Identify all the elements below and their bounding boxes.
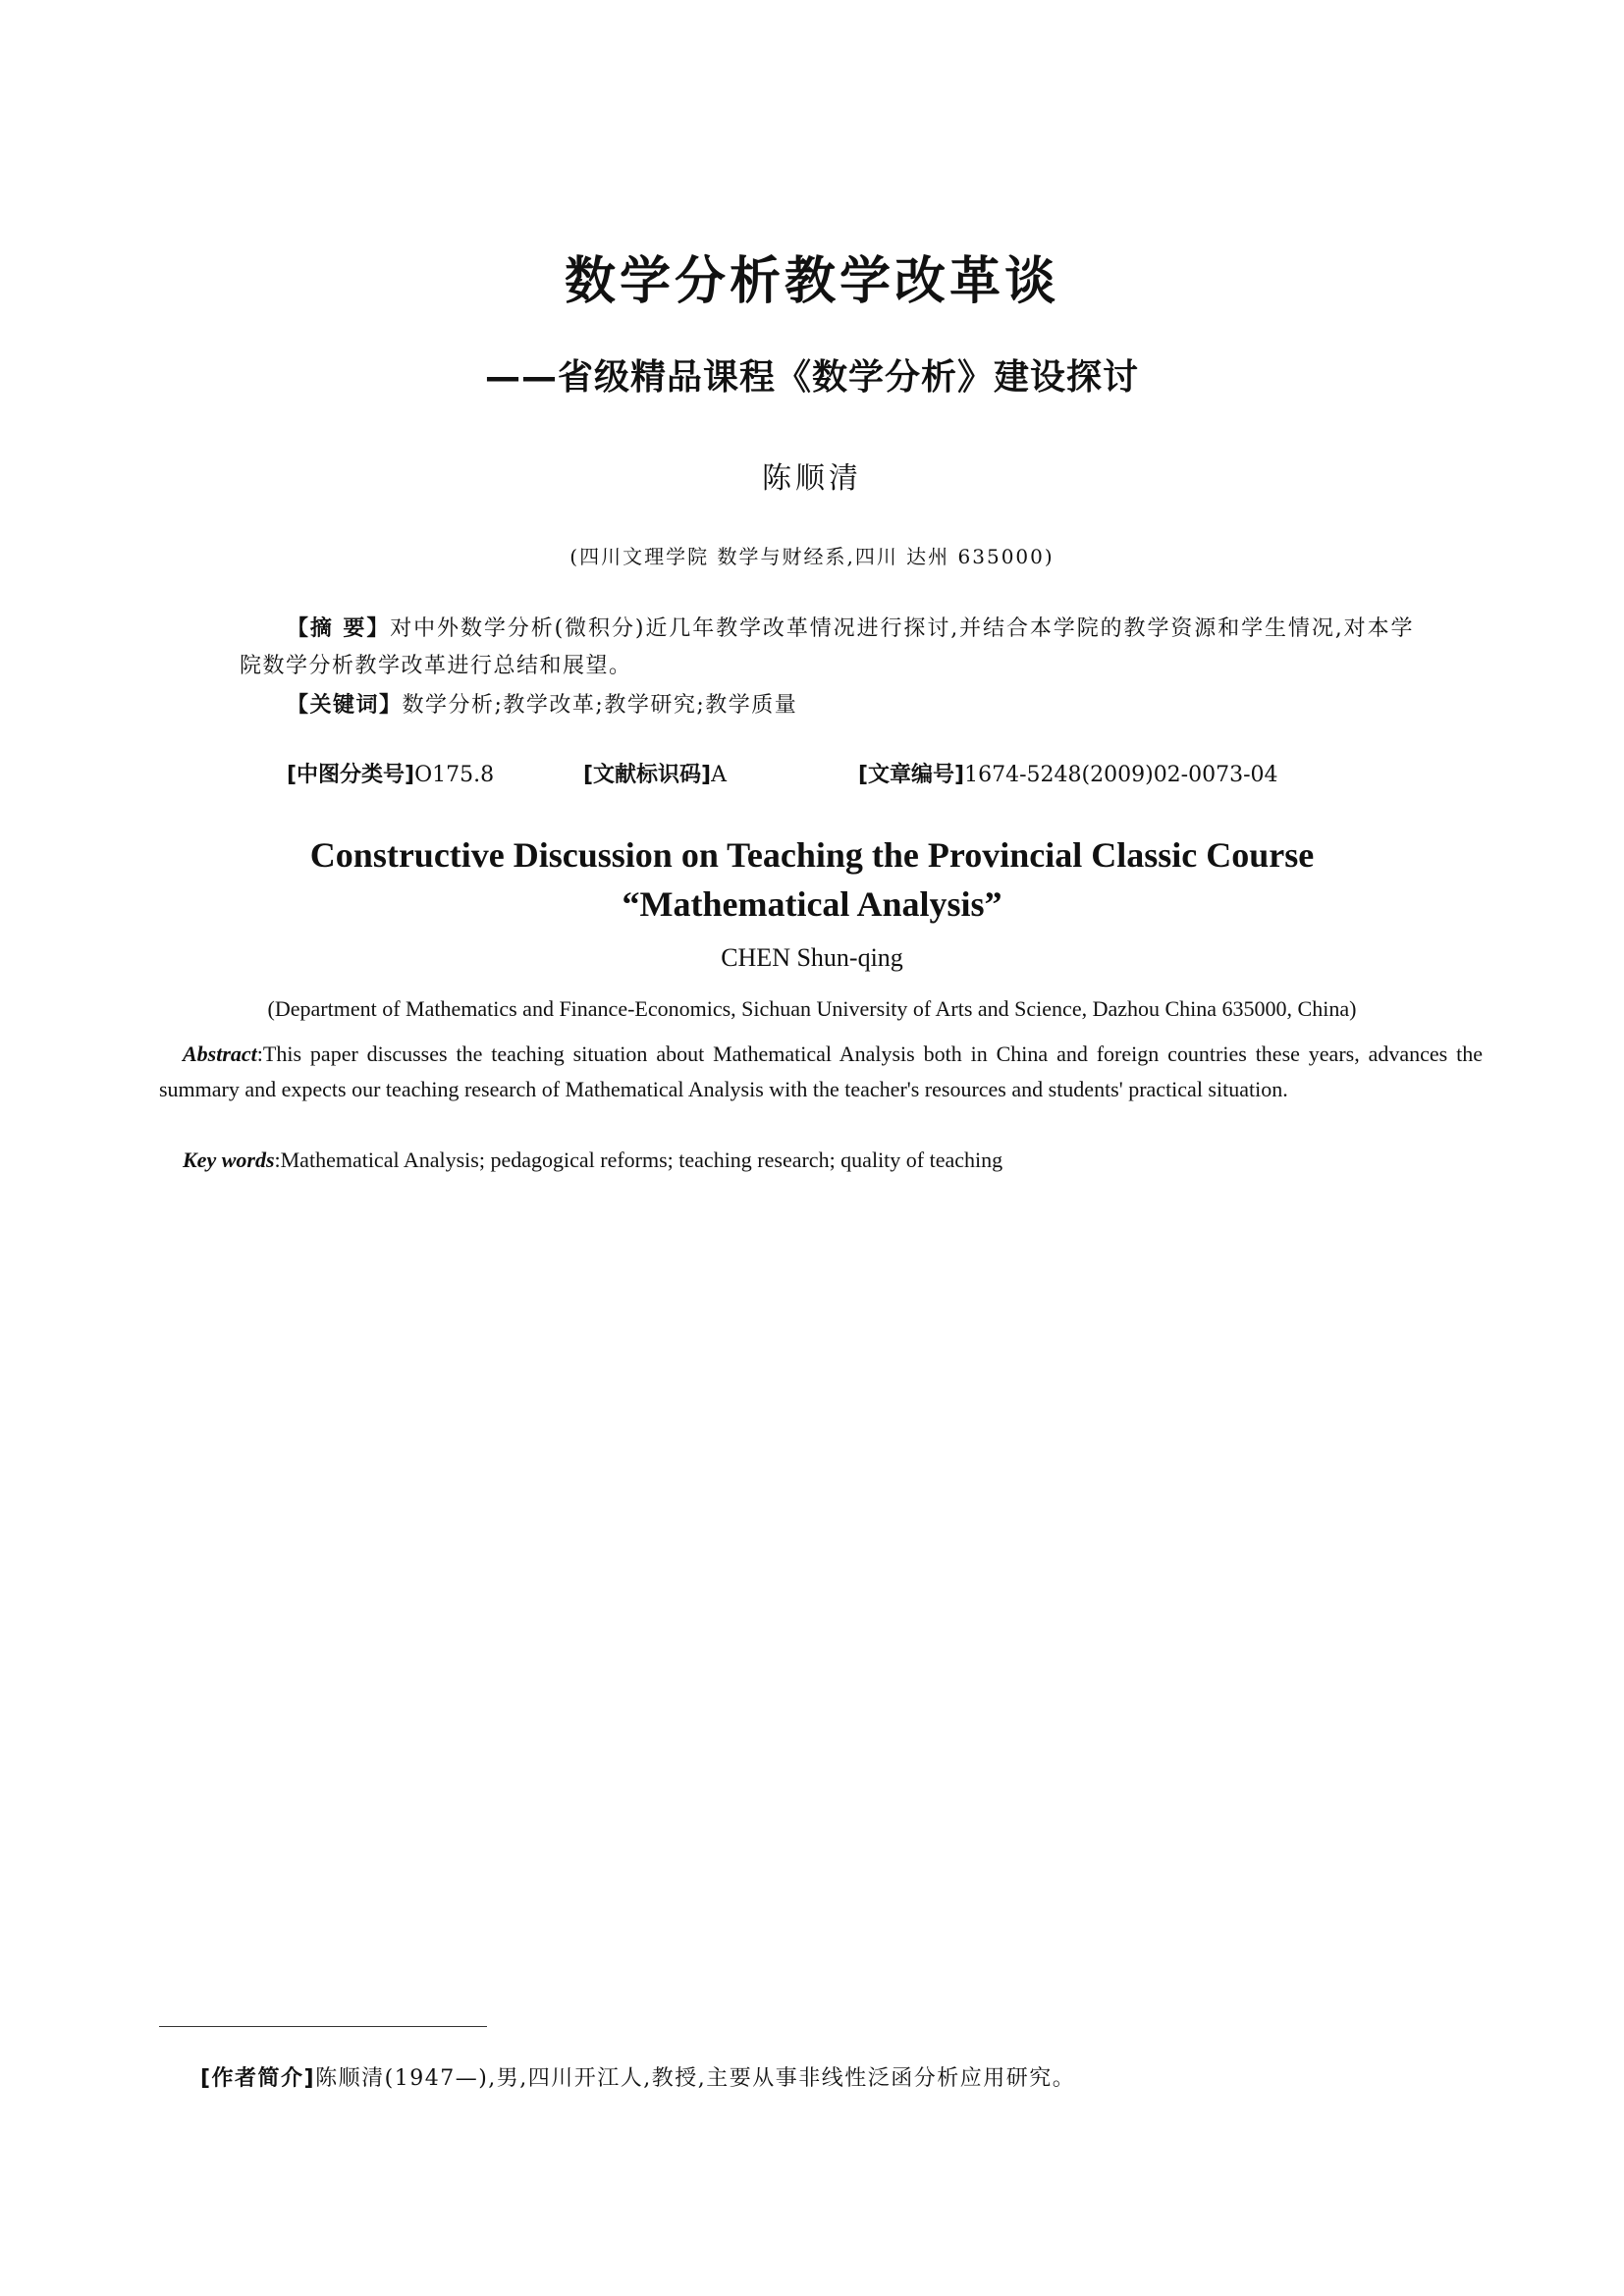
chinese-subtitle: ——省级精品课程《数学分析》建设探讨 (484, 357, 1139, 398)
article-number-label: [文章编号] (858, 763, 965, 787)
chinese-affiliation: (四川文理学院 数学与财经系,四川 达州 635000) (569, 545, 1055, 568)
english-abstract-text: This paper discusses the teaching situation about Mathematical Analysis both in China and foreign countries these years, advances the summary and expects our teaching research of Mathematical Analysis with the teacher's resources and students' practical situation. (159, 1041, 1483, 1101)
article-number (858, 758, 1278, 793)
footnote-divider (159, 2026, 487, 2027)
english-keywords-text: Mathematical Analysis; pedagogical reforms; teaching research; quality of teaching (280, 1148, 1003, 1172)
english-abstract (159, 1037, 1483, 1107)
chinese-abstract-label: 【摘 要】 (287, 616, 391, 641)
english-title-line1: Constructive Discussion on Teaching the Provincial Classic Course (309, 835, 1315, 875)
chinese-abstract (240, 611, 1414, 685)
english-keywords-separator: : (274, 1148, 281, 1172)
clc-number (287, 758, 494, 793)
english-title (0, 830, 1624, 929)
english-title-line2: “Mathematical Analysis” (622, 884, 1002, 924)
document-code-value: A (711, 763, 728, 787)
chinese-author: 陈顺清 (762, 461, 862, 496)
document-code (583, 758, 727, 793)
chinese-title: 数学分析教学改革谈 (564, 252, 1059, 311)
author-footnote (200, 2061, 1075, 2097)
english-affiliation: (Department of Mathematics and Finance-Economics, Sichuan University of Arts and Science, Dazhou China 635000, China) (267, 996, 1357, 1021)
english-abstract-separator: : (256, 1041, 263, 1066)
author-footnote-text: 陈顺清(1947—),男,四川开江人,教授,主要从事非线性泛函分析应用研究。 (315, 2066, 1076, 2091)
english-author: CHEN Shun-qing (721, 943, 903, 972)
chinese-keywords-text: 数学分析;教学改革;教学研究;教学质量 (402, 693, 798, 718)
english-keywords (183, 1143, 1002, 1178)
clc-value: O175.8 (414, 763, 495, 787)
author-footnote-label: [作者简介] (200, 2066, 316, 2091)
article-number-value: 1674-5248(2009)02-0073-04 (964, 763, 1278, 787)
chinese-abstract-text: 对中外数学分析(微积分)近几年教学改革情况进行探讨,并结合本学院的教学资源和学生情况,对本学院数学分析教学改革进行总结和展望。 (240, 616, 1414, 678)
english-abstract-label: Abstract (183, 1041, 257, 1066)
english-keywords-label: Key words (183, 1148, 275, 1172)
chinese-keywords (287, 687, 797, 724)
chinese-keywords-label: 【关键词】 (287, 693, 403, 718)
document-code-label: [文献标识码] (583, 763, 712, 787)
clc-label: [中图分类号] (287, 763, 415, 787)
